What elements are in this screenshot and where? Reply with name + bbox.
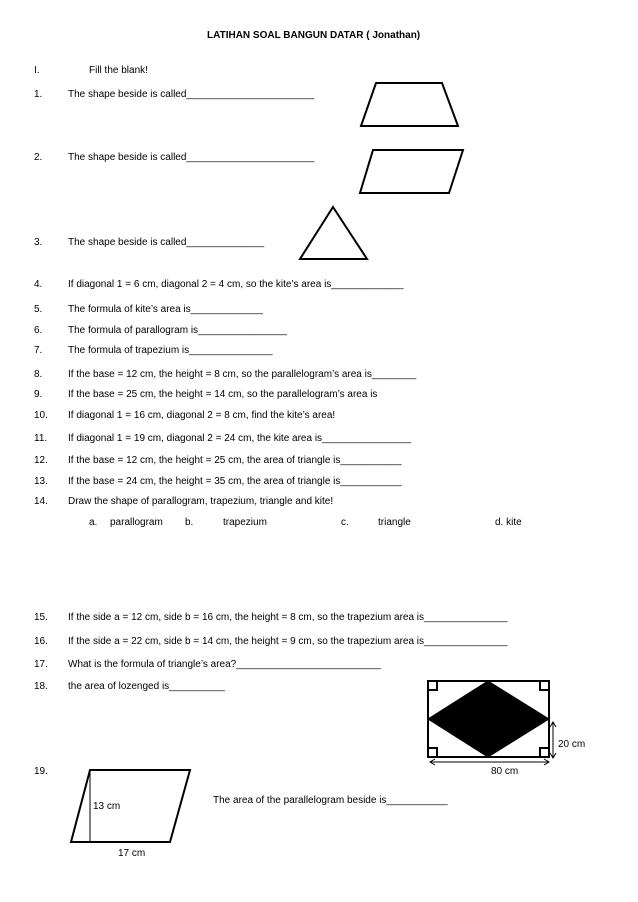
option-letter: c.: [341, 517, 349, 528]
right-angle-mark: [540, 681, 549, 690]
question-number: 3.: [34, 237, 43, 248]
question-number: 4.: [34, 279, 43, 290]
question-number: 16.: [34, 636, 48, 647]
question-text: The shape beside is called______________: [68, 237, 265, 248]
question-text: Draw the shape of parallogram, trapezium, triangle and kite!: [68, 496, 334, 507]
question-number: 10.: [34, 410, 48, 421]
question-text: If diagonal 1 = 6 cm, diagonal 2 = 4 cm, so the kite’s area is_____________: [68, 279, 404, 290]
question-text: the area of lozenged is__________: [68, 681, 225, 692]
section-label: Fill the blank!: [89, 65, 148, 76]
option-label: trapezium: [223, 517, 267, 528]
question-text: If the base = 25 cm, the height = 14 cm, so the parallelogram’s area is: [68, 389, 378, 400]
triangle-figure: [300, 207, 367, 259]
question-number: 8.: [34, 369, 43, 380]
question-text: The formula of parallogram is________________: [68, 325, 288, 336]
question-number: 6.: [34, 325, 43, 336]
question-text: The formula of trapezium is_______________: [68, 345, 273, 356]
question-text: The shape beside is called_______________________: [68, 152, 315, 163]
q19-parallelogram: [71, 770, 190, 842]
question-text: If the side a = 12 cm, side b = 16 cm, the height = 8 cm, so the trapezium area is_______________: [68, 612, 508, 623]
q19-base-label: 17 cm: [118, 848, 146, 859]
question-number: 19.: [34, 766, 48, 777]
question-number: 2.: [34, 152, 43, 163]
question-number: 18.: [34, 681, 48, 692]
question-text: If the side a = 22 cm, side b = 14 cm, the height = 9 cm, so the trapezium area is_______________: [68, 636, 508, 647]
option-letter: b.: [185, 517, 194, 528]
question-text: If the base = 12 cm, the height = 8 cm, so the parallelogram’s area is________: [68, 369, 417, 380]
option-label: d. kite: [495, 517, 522, 528]
lozenge-figure: [428, 681, 556, 765]
question-number: 17.: [34, 659, 48, 670]
option-label: parallogram: [110, 517, 163, 528]
parallelogram-figure: [360, 150, 463, 193]
question-number: 12.: [34, 455, 48, 466]
right-angle-mark: [428, 748, 437, 757]
question-text: If diagonal 1 = 19 cm, diagonal 2 = 24 cm, the kite area is________________: [68, 433, 412, 444]
question-number: 14.: [34, 496, 48, 507]
question-number: 5.: [34, 304, 43, 315]
right-angle-mark: [428, 681, 437, 690]
question-text: The shape beside is called_______________________: [68, 89, 315, 100]
question-text: If the base = 12 cm, the height = 25 cm, the area of triangle is___________: [68, 455, 402, 466]
q19-parallelogram-figure: [71, 770, 190, 842]
question-number: 13.: [34, 476, 48, 487]
question-text: If diagonal 1 = 16 cm, diagonal 2 = 8 cm, find the kite’s area!: [68, 410, 336, 421]
question-number: 9.: [34, 389, 43, 400]
question-number: 11.: [34, 433, 48, 444]
question-text: What is the formula of triangle’s area?__________________________: [68, 659, 381, 670]
lozenge-shape: [428, 681, 549, 757]
lozenge-height-label: 20 cm: [558, 739, 586, 750]
option-letter: a.: [89, 517, 98, 528]
question-number: 15.: [34, 612, 48, 623]
q19-side-label: 13 cm: [93, 801, 121, 812]
trapezium-figure: [361, 83, 458, 126]
question-text: The formula of kite’s area is_____________: [68, 304, 263, 315]
question-number: 7.: [34, 345, 43, 356]
question-number: 1.: [34, 89, 43, 100]
question-text: If the base = 24 cm, the height = 35 cm, the area of triangle is___________: [68, 476, 402, 487]
page-title: LATIHAN SOAL BANGUN DATAR ( Jonathan): [207, 30, 421, 41]
section-roman: I.: [34, 65, 40, 76]
right-angle-mark: [540, 748, 549, 757]
option-label: triangle: [378, 517, 411, 528]
lozenge-width-label: 80 cm: [491, 766, 519, 777]
q19-prompt: The area of the parallelogram beside is___________: [213, 795, 448, 806]
